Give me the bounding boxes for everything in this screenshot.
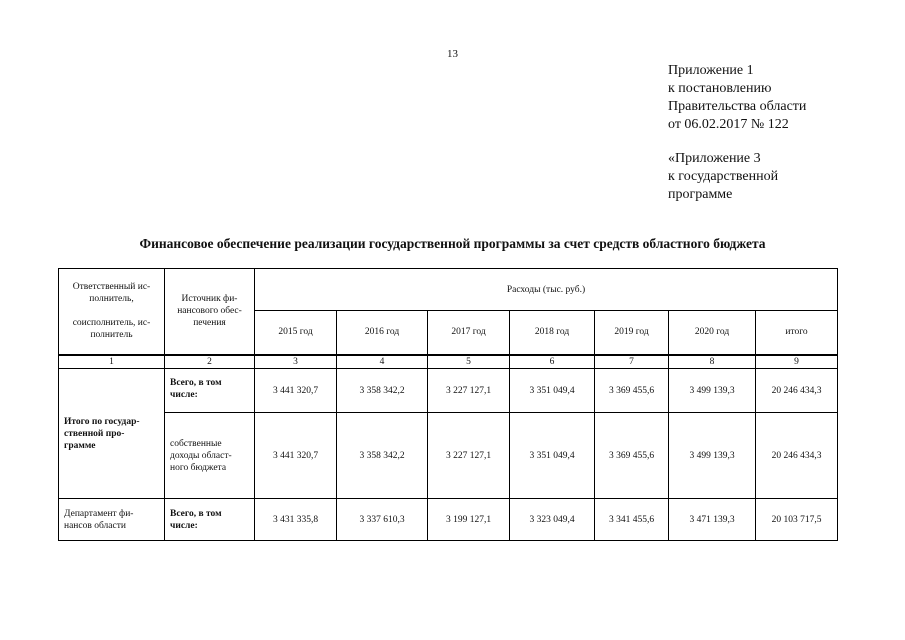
value-cell: 3 431 335,8: [255, 499, 337, 541]
column-number: 5: [428, 355, 510, 369]
value-cell: 3 323 049,4: [510, 499, 595, 541]
value-cell: 3 358 342,2: [337, 369, 428, 413]
value-cell: 3 441 320,7: [255, 413, 337, 499]
column-number: 2: [165, 355, 255, 369]
table-row: [59, 369, 838, 413]
appendix-1-line: Приложение 1: [668, 63, 754, 78]
row-executor: [59, 369, 165, 499]
value-cell: 20 246 434,3: [756, 369, 838, 413]
value-cell: 3 351 049,4: [510, 369, 595, 413]
financing-table: [58, 268, 838, 541]
header-total: итого: [756, 311, 838, 355]
header-executor: [59, 269, 165, 355]
value-cell: 3 441 320,7: [255, 369, 337, 413]
column-numbers-row: [59, 355, 838, 369]
header-executor-text: Ответственный ис- полнитель, соисполнитель, ис- полнитель: [72, 282, 151, 341]
appendix-1-line: к постановлению: [668, 81, 772, 96]
value-cell: 3 369 455,6: [595, 369, 669, 413]
row-source-text: Всего, в том числе:: [170, 378, 222, 400]
row-source: [165, 369, 255, 413]
header-year: 2018 год: [510, 311, 595, 355]
value-cell: 20 103 717,5: [756, 499, 838, 541]
value-cell: 3 337 610,3: [337, 499, 428, 541]
row-source: [165, 413, 255, 499]
header-year: 2017 год: [428, 311, 510, 355]
column-number: 9: [756, 355, 838, 369]
value-cell: 3 471 139,3: [669, 499, 756, 541]
value-cell: 3 499 139,3: [669, 369, 756, 413]
appendix-3-line: к государственной: [668, 169, 779, 184]
appendix-1-line: от 06.02.2017 № 122: [668, 117, 789, 132]
column-number: 6: [510, 355, 595, 369]
column-number: 4: [337, 355, 428, 369]
value-cell: 3 227 127,1: [428, 413, 510, 499]
value-cell: 3 351 049,4: [510, 413, 595, 499]
table-row: [59, 499, 838, 541]
value-cell: 20 246 434,3: [756, 413, 838, 499]
header-year: 2020 год: [669, 311, 756, 355]
column-number: 7: [595, 355, 669, 369]
appendix-block: [668, 62, 806, 204]
value-cell: 3 358 342,2: [337, 413, 428, 499]
appendix-1-line: Правительства области: [668, 99, 807, 114]
header-year: 2015 год: [255, 311, 337, 355]
column-number: 1: [59, 355, 165, 369]
row-executor-text: Итого по государ- ственной про- грамме: [64, 416, 140, 451]
row-executor-text: Департамент фи- нансов области: [64, 508, 134, 531]
value-cell: 3 369 455,6: [595, 413, 669, 499]
value-cell: 3 499 139,3: [669, 413, 756, 499]
value-cell: 3 341 455,6: [595, 499, 669, 541]
header-source-text: Источник фи- нансового обес- печения: [177, 294, 242, 329]
row-source: [165, 499, 255, 541]
column-number: 3: [255, 355, 337, 369]
value-cell: 3 199 127,1: [428, 499, 510, 541]
row-source-text: Всего, в том числе:: [170, 508, 222, 531]
page-number: 13: [447, 48, 458, 60]
column-number: 8: [669, 355, 756, 369]
document-title: Финансовое обеспечение реализации государственной программы за счет средств областного бюджета: [139, 236, 766, 251]
header-year: 2019 год: [595, 311, 669, 355]
header-source: [165, 269, 255, 355]
value-cell: 3 227 127,1: [428, 369, 510, 413]
appendix-3-line: «Приложение 3: [668, 151, 761, 166]
table-row: [59, 413, 838, 499]
appendix-3-line: программе: [668, 187, 733, 202]
header-year: 2016 год: [337, 311, 428, 355]
row-source-text: собственные доходы област- ного бюджета: [170, 438, 232, 473]
header-expenses: Расходы (тыс. руб.): [255, 269, 838, 311]
row-executor: [59, 499, 165, 541]
